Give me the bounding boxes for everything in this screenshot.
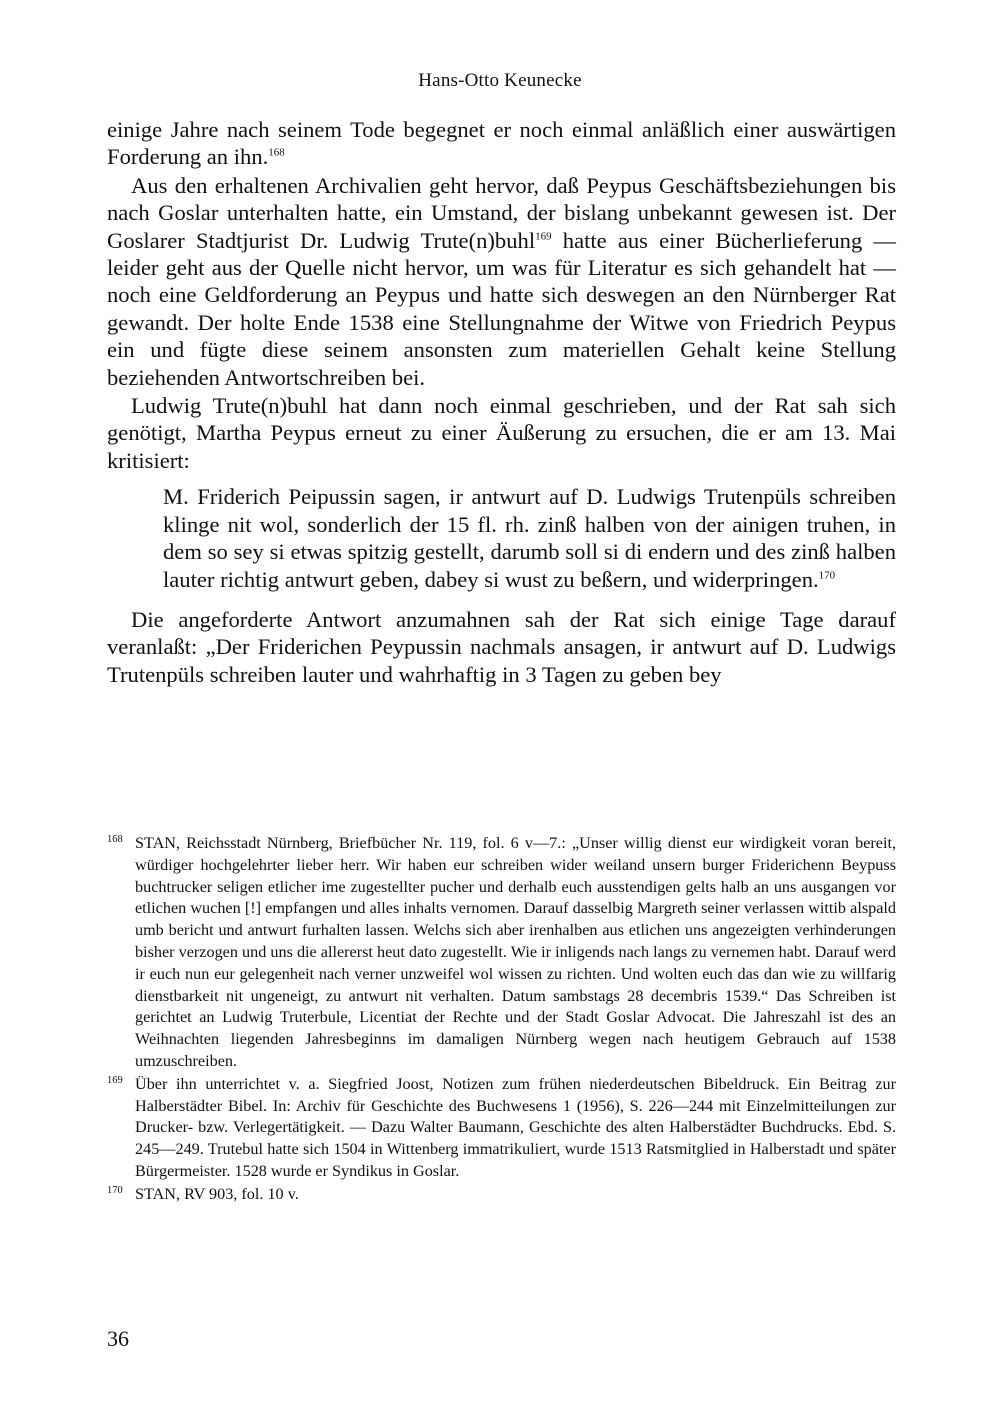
paragraph-1 — [107, 116, 896, 171]
paragraph-2-text-a: Aus den erhaltenen Archivalien geht hervor, daß Peypus Geschäftsbeziehungen bis nach Goslar unterhalten hatte, ein Umstand, der bislang unbekannt gewesen ist. Der Goslarer Stadtjurist Dr. Ludwig Trute(n)buhl — [107, 172, 896, 253]
footnote-text: STAN, RV 903, fol. 10 v. — [135, 1184, 299, 1203]
paragraph-4-text: Die angeforderte Antwort anzumahnen sah der Rat sich einige Tage darauf veranlaßt: „Der Friderichen Peypussin nachmals ansagen, ir antwurt auf D. Ludwigs Trutenpüls schreiben lauter und wahrhaftig in 3 Tagen zu geben bey — [107, 606, 896, 687]
paragraph-4 — [107, 606, 896, 688]
footnotes — [107, 833, 896, 1207]
footnote-170 — [107, 1184, 896, 1206]
footnote-text: Über ihn unterrichtet v. a. Siegfried Joost, Notizen zum frühen niederdeutschen Bibeldruck. Ein Beitrag zur Halberstädter Bibel. In: Archiv für Geschichte des Buchwesens 1 (1956), S. 226—244 mit Einzelmitteilungen zur Drucker- bzw. Verlegertätigkeit. — Dazu Walter Baumann, Geschichte des alten Halberstädter Buchdrucks. Ebd. S. 245—249. Trutebul hatte sich 1504 in Wittenberg immatrikuliert, wurde 1513 Ratsmitglied in Halberstadt und später Bürgermeister. 1528 wurde er Syndikus in Goslar. — [135, 1074, 896, 1180]
block-quote-text: M. Friderich Peipussin sagen, ir antwurt auf D. Ludwigs Trutenpüls schreiben klinge nit wol, sonderlich der 15 fl. rh. zinß halben von der ainigen truhen, in dem so sey si etwas spitzig gestellt, darumb soll si di endern und des zinß halben lauter richtig antwurt geben, dabey si wust zu beßern, und widerpringen. — [163, 484, 896, 592]
paragraph-2 — [107, 172, 896, 391]
footnote-ref-169[interactable]: 169 — [535, 230, 552, 243]
footnote-168 — [107, 833, 896, 1073]
running-head: Hans-Otto Keunecke — [418, 70, 582, 91]
footnote-text: STAN, Reichsstadt Nürnberg, Briefbücher Nr. 119, fol. 6 v—7.: „Unser willig dienst eur wirdigkeit voran bereit, würdiger hochgelehrter lieber herr. Wir haben eur schreiben wider weiland unsern burger Friderichenn Beypuss buchtrucker seligen etlicher ime zugestellter pucher und derhalb euch ausstendigen gelts halb an uns ausgangen vor etlichen wuchen [!] empfangen und alles inhalts vernomen. Darauf dasselbig Margreth seiner verlassen wittib alspald umb bericht und antwurt furhalten lassen. Welchs sich aber irenhalben aus etlichen uns angezeigten verhinderungen bisher verzogen und uns die allererst heut dato zugestellt. Wie ir inligends nach langs zu vernemen habt. Darauf werd ir euch nun eur gelegenheit nach verner unzweifel wol wissen zu richten. Und wolten euch das dan wie zu willfarig dienstbarkeit nit ungeneigt, zu antwurt nit verhalten. Datum sambstags 28 decembris 1539.“ Das Schreiben ist gerichtet an Ludwig Truterbule, Licentiat der Rechte und der Stadt Goslar Advocat. Die Jahreszahl ist des an Weihnachten liegenden Jahresbeginns im damaligen Nürnberg wegen nach heutigem Gebrauch auf 1538 umzuschreiben. — [135, 834, 896, 1070]
page-number: 36 — [107, 1326, 129, 1351]
block-quote — [163, 483, 896, 593]
footnote-ref-170[interactable]: 170 — [818, 568, 836, 581]
main-text — [107, 116, 896, 688]
footnote-169 — [107, 1074, 896, 1183]
footnote-ref-168[interactable]: 168 — [268, 146, 285, 159]
paragraph-3 — [107, 392, 896, 474]
paragraph-3-text: Ludwig Trute(n)buhl hat dann noch einmal geschrieben, und der Rat sah sich genötigt, Martha Peypus erneut zu einer Äußerung zu ersuchen, die er am 13. Mai kritisiert: — [107, 393, 896, 473]
footnote-number: 170 — [107, 1184, 123, 1196]
paragraph-1-text: einige Jahre nach seinem Tode begegnet er noch einmal anläßlich einer auswärtigen Forderung an ihn. — [107, 117, 896, 170]
footnote-number: 169 — [107, 1074, 123, 1086]
footnote-number: 168 — [107, 834, 123, 845]
paragraph-2-text-b: hatte aus einer Bücherlieferung — leider geht aus der Quelle nicht hervor, um was für Literatur es sich gehandelt hat — noch eine Geldforderung an Peypus und hatte sich deswegen an den Nürnberger Rat gewandt. Der holte Ende 1538 eine Stellungnahme der Witwe von Friedrich Peypus ein und fügte diese seinem ansonsten zum materiellen Gehalt keine Stellung beziehenden Antwortschreiben bei. — [107, 227, 896, 390]
